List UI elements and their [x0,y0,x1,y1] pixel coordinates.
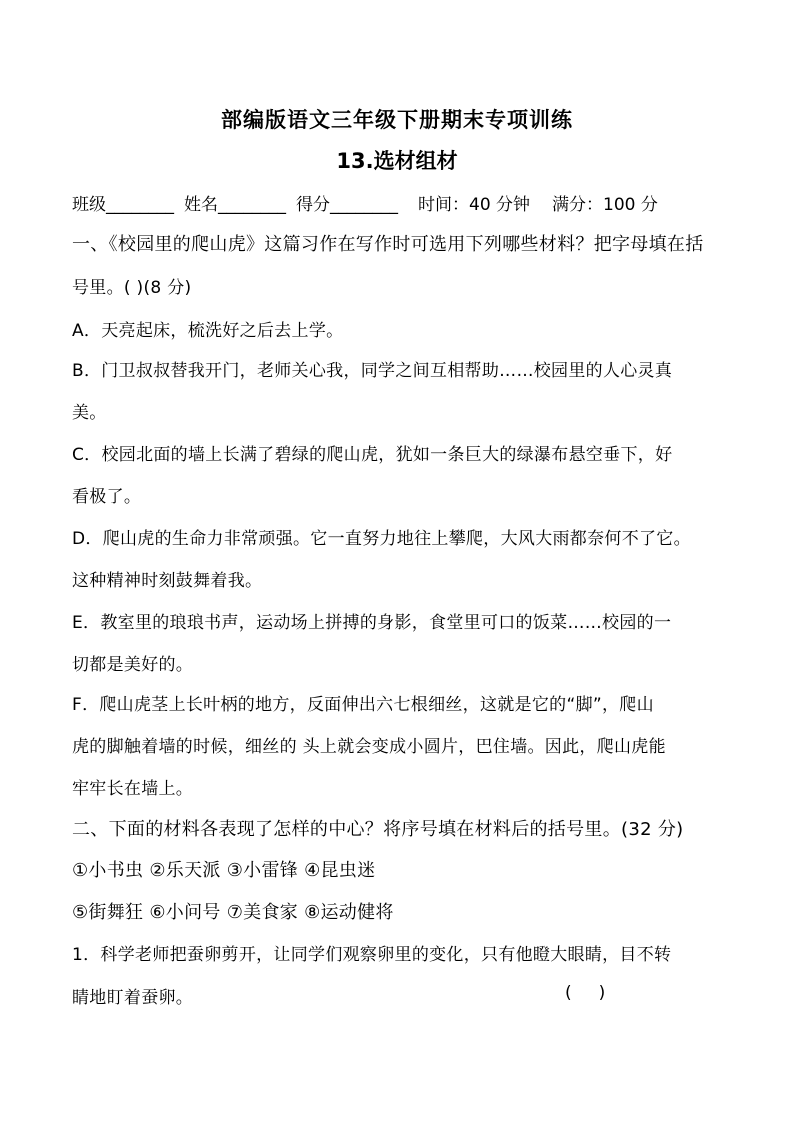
option-c-line2: 看极了。 [72,487,142,507]
full-score-label: 满分：100 分 [552,194,658,215]
option-b-line1: B．门卫叔叔替我开门，老师关心我，同学之间互相帮助……校园里的人心灵真 [72,361,673,381]
option-b-line2: 美。 [72,403,107,423]
option-c-line1: C．校园北面的墙上长满了碧绿的爬山虎，犹如一条巨大的绿瀑布悬空垂下，好 [72,445,673,465]
item1-line1: 1．科学老师把蚕卵剪开，让同学们观察卵里的变化，只有他瞪大眼睛，目不转 [72,945,672,965]
time-label: 时间：40 分钟 [418,194,531,215]
choices-row-1: ①小书虫 ②乐天派 ③小雷锋 ④昆虫迷 [72,860,376,881]
option-e-line1: E．教室里的琅琅书声，运动场上拼搏的身影，食堂里可口的饭菜……校园的一 [72,613,672,633]
name-field[interactable]: 姓名________ [184,194,286,215]
section1-stem-line1: 一、《校园里的爬山虎》这篇习作在写作时可选用下列哪些材料？把字母填在括 [72,234,704,255]
option-f-line1: F．爬山虎茎上长叶柄的地方，反面伸出六七根细丝，这就是它的“脚”，爬山 [72,695,654,715]
option-d-line1: D．爬山虎的生命力非常顽强。它一直努力地往上攀爬，大风大雨都奈何不了它。 [72,529,691,549]
page-title: 部编版语文三年级下册期末专项训练 [221,108,573,132]
class-field[interactable]: 班级________ [72,194,174,215]
option-f-line3: 牢牢长在墙上。 [72,779,194,799]
option-f-line2: 虎的脚触着墙的时候，细丝的 头上就会变成小圆片，巴住墙。因此，爬山虎能 [72,737,666,757]
option-e-line2: 切都是美好的。 [72,655,194,675]
section1-stem-line2: 号里。( )(8 分) [72,278,192,298]
section2-stem: 二、下面的材料各表现了怎样的中心？将序号填在材料后的括号里。(32 分) [72,819,684,840]
student-info-row [72,188,732,216]
score-field[interactable]: 得分________ [296,194,398,215]
option-d-line2: 这种精神时刻鼓舞着我。 [72,571,263,591]
option-a: A．天亮起床，梳洗好之后去上学。 [72,321,344,341]
choices-row-2: ⑤街舞狂 ⑥小问号 ⑦美食家 ⑧运动健将 [72,902,394,923]
item1-line2: 睛地盯着蚕卵。 [72,988,194,1008]
item1-answer-blank[interactable]: ( ) [565,983,606,1003]
page-subtitle: 13.选材组材 [336,149,458,173]
